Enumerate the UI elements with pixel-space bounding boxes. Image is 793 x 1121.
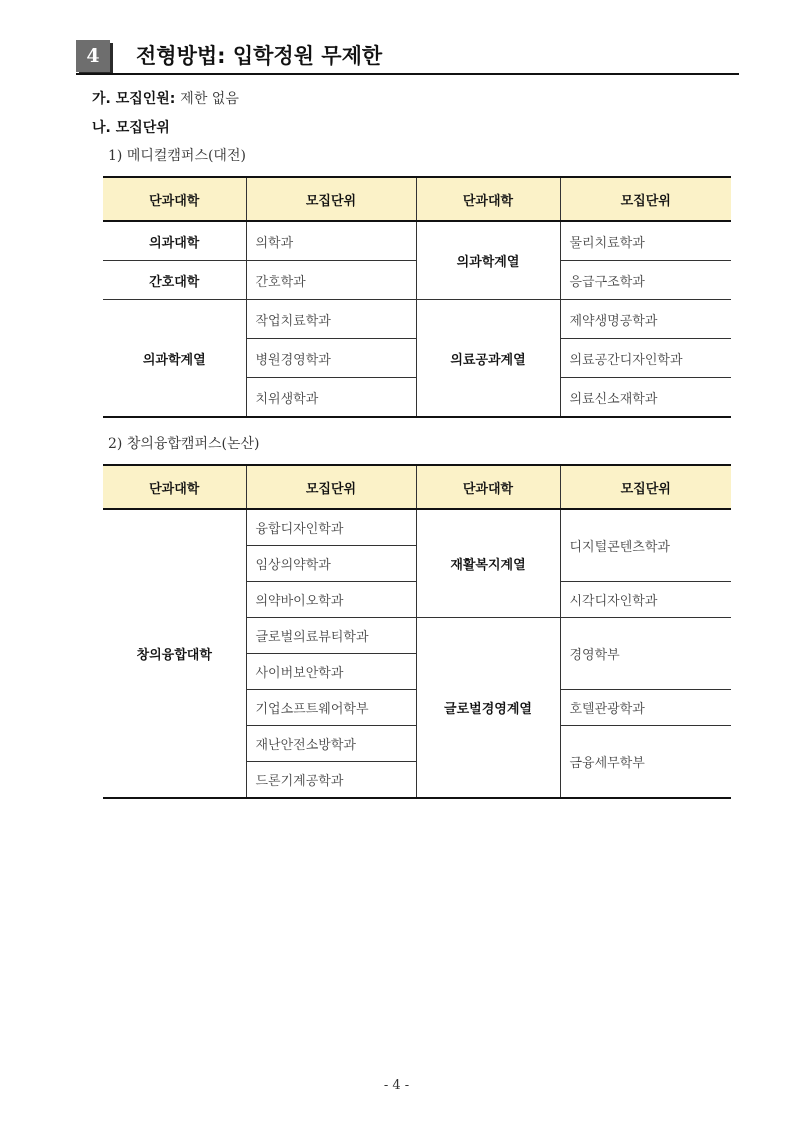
- recruit-count-value: 제한 없음: [180, 91, 239, 107]
- unit-cell: 의료신소재학과: [560, 378, 731, 418]
- page-number: - 4 -: [383, 1078, 410, 1093]
- campus2-title: 2) 창의융합캠퍼스(논산): [108, 436, 260, 452]
- section-title: 전형방법: 입학정원 무제한: [136, 44, 383, 68]
- college-cell: 간호대학: [103, 261, 246, 300]
- header-unit: 모집단위: [246, 465, 416, 509]
- college-cell: 의과학계열: [103, 300, 246, 418]
- recruit-count-line: [92, 88, 239, 108]
- unit-cell: 융합디자인학과: [246, 509, 416, 546]
- unit-cell: 시각디자인학과: [560, 582, 731, 618]
- recruit-unit-heading: 나. 모집단위: [92, 120, 170, 136]
- college-cell: 창의융합대학: [103, 509, 246, 798]
- section-divider: [76, 73, 739, 75]
- header-college: 단과대학: [416, 465, 560, 509]
- unit-cell: 병원경영학과: [246, 339, 416, 378]
- unit-cell: 금융세무학부: [560, 726, 731, 799]
- unit-cell: 의약바이오학과: [246, 582, 416, 618]
- unit-cell: 드론기계공학과: [246, 762, 416, 799]
- unit-cell: 응급구조학과: [560, 261, 731, 300]
- header-college: 단과대학: [103, 465, 246, 509]
- college-cell: 의과대학: [103, 221, 246, 261]
- unit-cell: 디지털콘텐츠학과: [560, 509, 731, 582]
- recruit-count-label: 가. 모집인원:: [92, 91, 176, 107]
- campus2-table: [103, 464, 731, 799]
- college-cell: 의료공과계열: [416, 300, 560, 418]
- unit-cell: 임상의약학과: [246, 546, 416, 582]
- section-number-badge: 4: [76, 40, 110, 72]
- unit-cell: 물리치료학과: [560, 221, 731, 261]
- header-college: 단과대학: [416, 177, 560, 221]
- unit-cell: 사이버보안학과: [246, 654, 416, 690]
- unit-cell: 제약생명공학과: [560, 300, 731, 339]
- unit-cell: 치위생학과: [246, 378, 416, 418]
- unit-cell: 기업소프트웨어학부: [246, 690, 416, 726]
- table-row: [103, 509, 731, 546]
- unit-cell: 의료공간디자인학과: [560, 339, 731, 378]
- table-header-row: [103, 177, 731, 221]
- unit-cell: 간호학과: [246, 261, 416, 300]
- header-college: 단과대학: [103, 177, 246, 221]
- header-unit: 모집단위: [560, 177, 731, 221]
- header-unit: 모집단위: [560, 465, 731, 509]
- unit-cell: 호텔관광학과: [560, 690, 731, 726]
- campus1-title: 1) 메디컬캠퍼스(대전): [108, 148, 246, 164]
- table-header-row: [103, 465, 731, 509]
- college-cell: 의과학계열: [416, 221, 560, 300]
- header-unit: 모집단위: [246, 177, 416, 221]
- college-cell: 글로벌경영계열: [416, 618, 560, 799]
- unit-cell: 작업치료학과: [246, 300, 416, 339]
- unit-cell: 글로벌의료뷰티학과: [246, 618, 416, 654]
- table-row: [103, 221, 731, 261]
- table-row: [103, 300, 731, 339]
- unit-cell: 의학과: [246, 221, 416, 261]
- unit-cell: 재난안전소방학과: [246, 726, 416, 762]
- unit-cell: 경영학부: [560, 618, 731, 690]
- college-cell: 재활복지계열: [416, 509, 560, 618]
- campus1-table: [103, 176, 731, 418]
